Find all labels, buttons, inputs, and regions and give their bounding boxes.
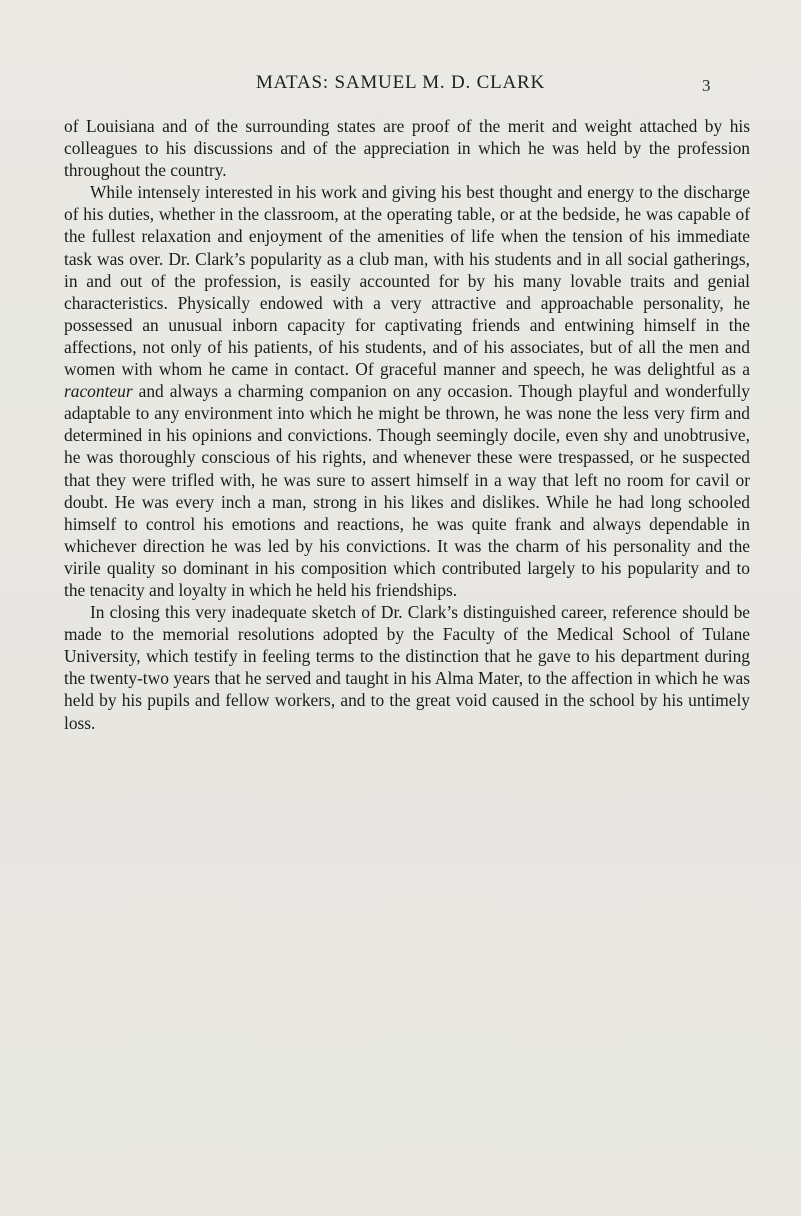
- italic-term: raconteur: [64, 381, 133, 402]
- body-text: [64, 115, 750, 734]
- paragraph-personality: [64, 181, 750, 601]
- paragraph-continuation: of Louisiana and of the surrounding states are proof of the merit and weight attached by his colleagues to his discussions and of the appreciation in which he was held by the profession throughout the country.: [64, 116, 750, 181]
- paragraph-closing: In closing this very inadequate sketch of Dr. Clark’s distinguished career, reference should be made to the memorial resolutions adopted by the Faculty of the Medical School of Tulane University, which testify in feeling terms to the distinction that he gave to his department during the twenty-two years that he served and taught in his Alma Mater, to the affection in which he was held by his pupils and fellow workers, and to the great void caused in the school by his untimely loss.: [64, 602, 750, 733]
- page-number: 3: [702, 76, 711, 95]
- paragraph-text-after-italic: and always a charming companion on any occasion. Though playful and wonderfully adaptable to any environment into which he might be thrown, he was none the less very firm and determined in his opinions and convictions. Though seemingly docile, even shy and unobtrusive, he was thoroughly conscious of his rights, and whenever these were trespassed, or he suspected that they were trifled with, he was sure to assert himself in a way that left no room for cavil or doubt. He was every inch a man, strong in his likes and dislikes. While he had long schooled himself to control his emotions and reactions, he was quite frank and always dependable in whichever direction he was led by his convictions. It was the charm of his personality and the virile quality so dominant in his composition which contributed largely to his popularity and to the tenacity and loyalty in which he held his friendships.: [64, 381, 750, 600]
- paragraph-text-before-italic: While intensely interested in his work and giving his best thought and energy to the discharge of his duties, whether in the classroom, at the operating table, or at the bedside, he was capable of the fullest relaxation and enjoyment of the amenities of life when the tension of his immediate task was over. Dr. Clark’s popularity as a club man, with his students and in all social gatherings, in and out of the profession, is easily accounted for by his many lovable traits and genial characteristics. Physically endowed with a very attractive and approachable personality, he possessed an unusual inborn capacity for captivating friends and entwining himself in the affections, not only of his patients, of his students, and of his associates, but of all the men and women with whom he came in contact. Of graceful manner and speech, he was delightful as a: [64, 182, 750, 380]
- page-header: [0, 72, 801, 102]
- running-head: MATAS: SAMUEL M. D. CLARK: [255, 72, 546, 93]
